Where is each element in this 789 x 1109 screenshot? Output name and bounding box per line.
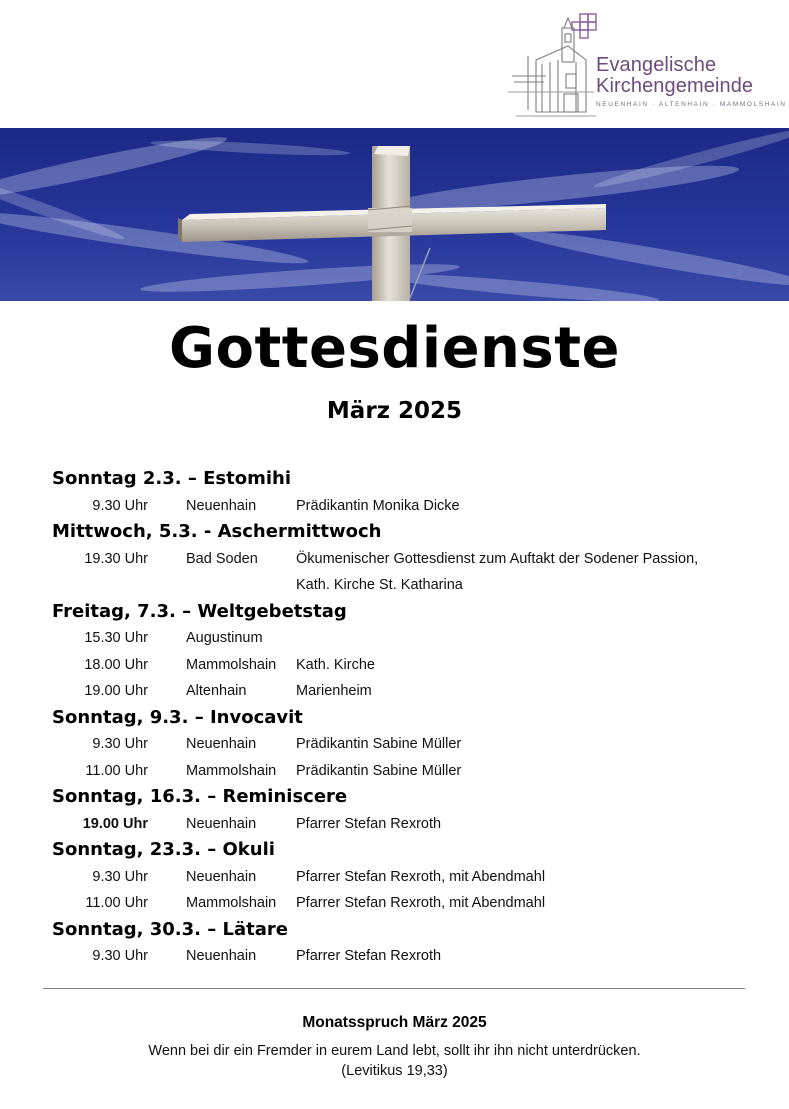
service-day	[52, 599, 772, 705]
church-logo	[500, 10, 787, 122]
service-time: 19.00 Uhr	[82, 815, 148, 832]
service-desc: Pfarrer Stefan Rexroth	[296, 948, 442, 964]
service-place: Neuenhain	[186, 736, 257, 752]
service-desc: Kath. Kirche	[296, 656, 375, 673]
logo-line-2: Kirchengemeinde	[596, 75, 754, 97]
service-desc: Prädikantin Sabine Müller	[296, 762, 462, 779]
service-row	[52, 731, 772, 758]
service-time: 9.30 Uhr	[92, 948, 148, 964]
service-time: 19.30 Uhr	[84, 550, 148, 567]
day-heading: Sonntag 2.3. – Estomihi	[52, 468, 292, 489]
service-time: 15.30 Uhr	[84, 630, 148, 646]
service-day	[52, 466, 772, 519]
banner-image	[0, 128, 789, 301]
cross-sky-image	[0, 128, 789, 301]
divider	[43, 988, 745, 989]
service-desc: Pfarrer Stefan Rexroth, mit Abendmahl	[296, 895, 546, 911]
service-time: 18.00 Uhr	[84, 656, 148, 673]
logo-line-1: Evangelische	[596, 54, 717, 76]
service-place: Neuenhain	[186, 948, 257, 964]
service-place: Augustinum	[186, 630, 263, 646]
logo-line-3: NEUENHAIN · ALTENHAIN · MAMMOLSHAIN	[596, 101, 787, 108]
service-schedule	[52, 466, 772, 970]
service-place: Altenhain	[186, 683, 247, 699]
service-row	[52, 811, 772, 838]
service-day	[52, 519, 772, 599]
day-heading: Mittwoch, 5.3. - Aschermittwoch	[52, 521, 382, 542]
service-day	[52, 784, 772, 837]
service-day	[52, 917, 772, 970]
service-desc: Prädikantin Sabine Müller	[296, 736, 462, 752]
service-row	[52, 572, 772, 599]
service-time: 9.30 Uhr	[92, 497, 148, 514]
service-time: 9.30 Uhr	[92, 868, 148, 885]
service-row	[52, 890, 772, 917]
service-row	[52, 546, 772, 573]
service-row	[52, 758, 772, 785]
service-desc: Marienheim	[296, 683, 372, 699]
service-place: Mammolshain	[186, 762, 277, 779]
day-heading: Freitag, 7.3. – Weltgebetstag	[52, 600, 347, 622]
service-row	[52, 625, 772, 652]
service-day	[52, 837, 772, 917]
service-desc: Kath. Kirche St. Katharina	[296, 577, 463, 593]
page-title: Gottesdienste	[169, 316, 620, 381]
page-subtitle: März 2025	[326, 398, 463, 424]
monthly-verse-reference: (Levitikus 19,33)	[341, 1063, 448, 1079]
service-desc: Prädikantin Monika Dicke	[296, 497, 460, 514]
service-place: Neuenhain	[186, 497, 257, 514]
service-time: 19.00 Uhr	[84, 683, 148, 699]
service-place: Neuenhain	[186, 868, 257, 885]
service-time: 11.00 Uhr	[85, 762, 148, 779]
service-desc: Ökumenischer Gottesdienst zum Auftakt der Sodener Passion,	[296, 550, 699, 567]
monthly-verse-text: Wenn bei dir ein Fremder in eurem Land lebt, sollt ihr ihn nicht unterdrücken.	[148, 1043, 641, 1059]
service-day	[52, 705, 772, 785]
service-row	[52, 864, 772, 891]
day-heading: Sonntag, 9.3. – Invocavit	[52, 706, 303, 728]
service-time: 11.00 Uhr	[85, 895, 148, 911]
service-place: Mammolshain	[186, 656, 277, 673]
service-desc: Pfarrer Stefan Rexroth	[296, 815, 442, 832]
service-place: Bad Soden	[186, 550, 258, 567]
service-row	[52, 493, 772, 520]
day-heading: Sonntag, 23.3. – Okuli	[52, 839, 275, 860]
monthly-verse-title: Monatsspruch März 2025	[302, 1014, 487, 1031]
church-icon	[506, 12, 598, 120]
service-desc: Pfarrer Stefan Rexroth, mit Abendmahl	[296, 868, 546, 885]
service-time: 9.30 Uhr	[92, 736, 148, 752]
service-row	[52, 678, 772, 705]
service-row	[52, 943, 772, 970]
service-row	[52, 652, 772, 679]
service-place: Neuenhain	[186, 815, 257, 832]
day-heading: Sonntag, 16.3. – Reminiscere	[52, 786, 348, 807]
service-place: Mammolshain	[186, 895, 277, 911]
day-heading: Sonntag, 30.3. – Lätare	[52, 918, 288, 940]
